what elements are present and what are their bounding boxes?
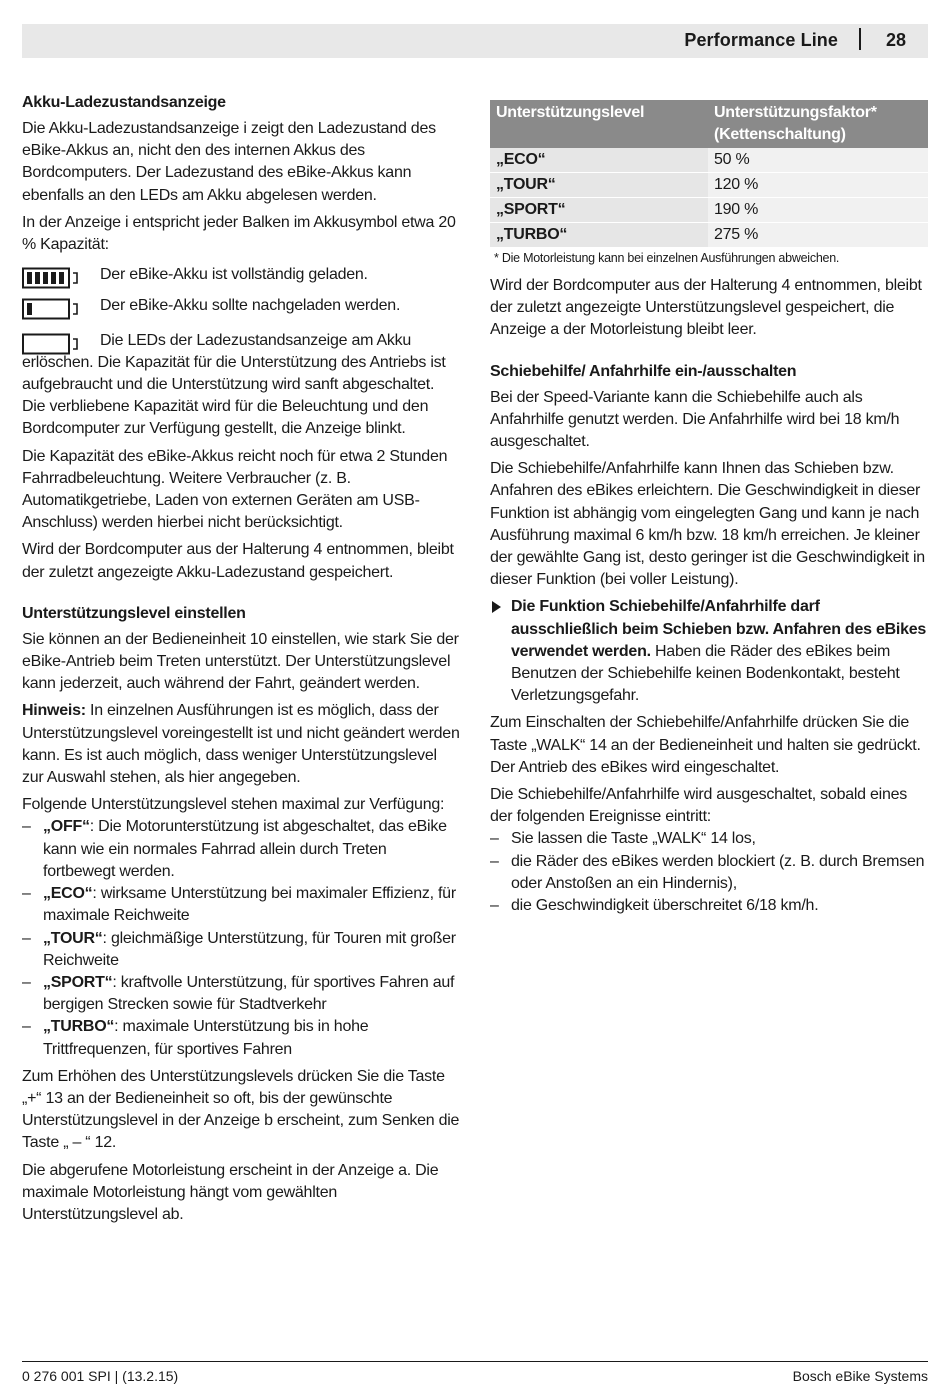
- battery-paragraph-4: Wird der Bordcomputer aus der Halterung 4 entnommen, bleibt der zuletzt angezeigte Akku-Ladezustand gespeichert.: [22, 541, 454, 581]
- section-heading-support-level: Unterstützungslevel einstellen: [22, 604, 246, 622]
- battery-full-icon: [22, 267, 82, 289]
- table-cell-factor: 50 %: [708, 148, 928, 173]
- table-cell-factor: 190 %: [708, 198, 928, 223]
- table-header-level: Unterstützungslevel: [490, 100, 708, 148]
- page-number: 28: [885, 30, 906, 50]
- header-title: Performance Line: [684, 30, 838, 50]
- list-item: [22, 816, 460, 883]
- footer-document-id: 0 276 001 SPI | (13.2.15): [22, 1368, 179, 1384]
- battery-paragraph-3: Die Kapazität des eBike-Akkus reicht noch für etwa 2 Stunden Fahrradbeleuchtung. Weitere Verbraucher (z. B. Automatikgetriebe, Laden von externen Geräten am USB-Anschluss) werden hierbei nicht berücksichtigt.: [22, 447, 448, 532]
- section-heading-battery: Akku-Ladezustandsanzeige: [22, 94, 226, 111]
- walk-paragraph-2: Die Schiebehilfe/Anfahrhilfe kann Ihnen das Schieben bzw. Anfahren des eBikes erleichtern. Die Geschwindigkeit in dieser Funktion ist abhängig vom eingelegten Gang und kann je nach Ausführung maximal 6 km/h bzw. 18 km/h erreichen. Je kleiner der gewählte Gang ist, desto geringer ist die Geschwindigkeit in dieser Funktion (bei voller Leistung).: [490, 460, 925, 589]
- right-column: [490, 100, 928, 922]
- list-item: – die Geschwindigkeit überschreitet 6/18 km/h.: [490, 895, 928, 917]
- table-row: [490, 173, 928, 198]
- level-desc: : wirksame Unterstützung bei maximaler Effizienz, für maximale Reichweite: [43, 885, 456, 925]
- warning-text: Haben die Räder des eBikes beim Benutzen der Schiebehilfe keinen Bodenkontakt, besteht Verletzungsgefahr.: [511, 642, 900, 705]
- list-item: [22, 1016, 460, 1060]
- table-cell-level: „TOUR“: [490, 173, 708, 198]
- table-cell-level: „TURBO“: [490, 223, 708, 248]
- warning-item: [490, 596, 928, 707]
- battery-full-text: Der eBike-Akku ist vollständig geladen.: [100, 266, 368, 284]
- list-item: – Sie lassen die Taste „WALK“ 14 los,: [490, 828, 928, 850]
- footer-brand: Bosch eBike Systems: [792, 1368, 928, 1384]
- list-item: [22, 928, 460, 972]
- support-paragraph-3: Zum Erhöhen des Unterstützungslevels drücken Sie die Taste „+“ 13 an der Bedieneinheit so oft, bis der gewünschte Unterstützungslevel in der Anzeige b erscheint, zum Senken die Taste „ – “ 12.: [22, 1067, 460, 1152]
- support-level-list: [22, 816, 460, 1060]
- battery-empty-row: [22, 330, 460, 441]
- level-name: „OFF“: [43, 818, 90, 836]
- table-row: [490, 148, 928, 173]
- battery-full-row: [22, 264, 460, 286]
- battery-empty-icon: [22, 333, 82, 355]
- page-footer: [22, 1361, 928, 1384]
- triangle-arrow-icon: [492, 601, 501, 613]
- table-header-factor: Unterstützungsfaktor* (Kettenschaltung): [708, 100, 928, 148]
- table-footnote: * Die Motorleistung kann bei einzelnen Ausführungen abweichen.: [494, 251, 840, 265]
- warning-bold-text: Die Funktion Schiebehilfe/Anfahrhilfe darf ausschließlich beim Schieben bzw. Anfahren des eBikes verwendet werden.: [511, 598, 927, 660]
- walk-paragraph-3: Zum Einschalten der Schiebehilfe/Anfahrhilfe drücken Sie die Taste „WALK“ 14 an der Bedieneinheit und halten sie gedrückt. Der Antrieb des eBikes wird eingeschaltet.: [490, 714, 921, 776]
- support-paragraph-1: Sie können an der Bedieneinheit 10 einstellen, wie stark Sie der eBike-Antrieb beim Treten unterstützt. Der Unterstützungslevel kann jederzeit, auch während der Fahrt, geändert werden.: [22, 630, 459, 693]
- support-paragraph-2: Folgende Unterstützungslevel stehen maximal zur Verfügung:: [22, 796, 445, 814]
- list-item: [22, 972, 460, 1016]
- support-factor-table: [490, 100, 928, 248]
- list-item: – die Räder des eBikes werden blockiert (z. B. durch Bremsen oder Anstoßen an ein Hindernis),: [490, 851, 928, 895]
- battery-low-row: [22, 295, 460, 317]
- right-paragraph-1: Wird der Bordcomputer aus der Halterung 4 entnommen, bleibt der zuletzt angezeigte Unterstützungslevel gespeichert, die Anzeige a der Motorleistung bleibt leer.: [490, 277, 922, 339]
- note-text: In einzelnen Ausführungen ist es möglich, dass der Unterstützungslevel voreingestellt ist und nicht geändert werden kann. Es ist auch möglich, dass weniger Unterstützungslevel zur Auswahl stehen, als hier angegeben.: [22, 702, 460, 787]
- walk-paragraph-1: Bei der Speed-Variante kann die Schiebehilfe auch als Anfahrhilfe genutzt werden. Die Anfahrhilfe wird bei 18 km/h ausgeschaltet.: [490, 388, 900, 451]
- event-list: [490, 828, 928, 917]
- battery-empty-text: Die LEDs der Ladezustandsanzeige am Akku erlöschen. Die Kapazität für die Unterstützung des Antriebs ist aufgebraucht und die Unterstützung wird sanft abgeschaltet. Die verbliebene Kapazität wird für die Beleuchtung und den Bordcomputer zur Verfügung gestellt, die Anzeige blinkt.: [22, 331, 446, 438]
- level-name: „ECO“: [43, 885, 93, 903]
- list-item: [22, 883, 460, 927]
- table-header-row: [490, 100, 928, 148]
- support-note: [22, 700, 460, 789]
- section-heading-walk-assist: Schiebehilfe/ Anfahrhilfe ein-/ausschalten: [490, 362, 797, 380]
- support-paragraph-4: Die abgerufene Motorleistung erscheint in der Anzeige a. Die maximale Motorleistung hängt vom gewählten Unterstützungslevel ab.: [22, 1161, 439, 1223]
- left-column: [22, 92, 460, 1231]
- battery-low-text: Der eBike-Akku sollte nachgeladen werden.: [100, 297, 401, 315]
- level-desc: : kraftvolle Unterstützung, für sportives Fahren auf bergigen Strecken sowie für Stadtverkehr: [43, 973, 455, 1014]
- table-row: [490, 223, 928, 248]
- level-name: „SPORT“: [43, 973, 113, 991]
- header-separator: [859, 28, 861, 50]
- battery-paragraph-1: Die Akku-Ladezustandsanzeige i zeigt den Ladezustand des eBike-Akkus an, nicht den des internen Akkus des Bordcomputers. Der Ladezustand des eBike-Akkus kann ebenfalls an den LEDs am Akku abgelesen werden.: [22, 120, 436, 204]
- table-cell-level: „ECO“: [490, 148, 708, 173]
- level-desc: : Die Motorunterstützung ist abgeschaltet, das eBike kann wie ein normales Fahrrad allein durch Treten fortbewegt werden.: [43, 818, 447, 880]
- table-cell-level: „SPORT“: [490, 198, 708, 223]
- level-name: „TURBO“: [43, 1018, 115, 1036]
- note-label: Hinweis:: [22, 702, 86, 720]
- level-desc: : gleichmäßige Unterstützung, für Touren mit großer Reichweite: [43, 929, 456, 969]
- battery-low-icon: [22, 298, 82, 320]
- level-desc: : maximale Unterstützung bis in hohe Trittfrequenzen, für sportives Fahren: [43, 1018, 369, 1058]
- walk-paragraph-4: Die Schiebehilfe/Anfahrhilfe wird ausgeschaltet, sobald eines der folgenden Ereignisse eintritt:: [490, 786, 908, 826]
- page-header: [22, 24, 928, 58]
- battery-paragraph-2: In der Anzeige i entspricht jeder Balken im Akkusymbol etwa 20 % Kapazität:: [22, 213, 456, 254]
- table-cell-factor: 275 %: [708, 223, 928, 248]
- level-name: „TOUR“: [43, 929, 103, 947]
- table-row: [490, 198, 928, 223]
- table-cell-factor: 120 %: [708, 173, 928, 198]
